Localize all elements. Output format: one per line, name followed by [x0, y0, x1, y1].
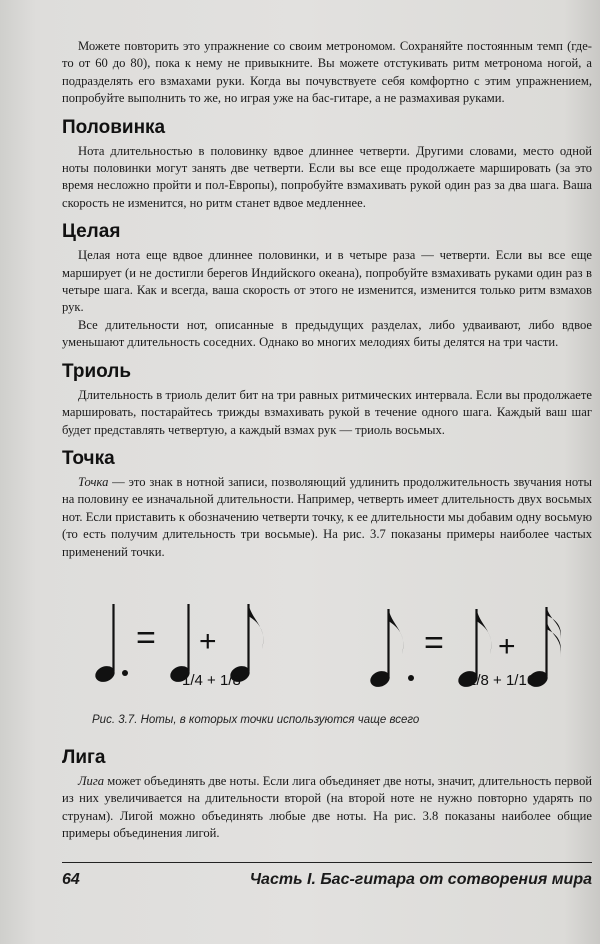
- chapter-title: Часть I. Бас-гитара от сотворения мира: [249, 871, 592, 888]
- dot-term: Точка: [78, 474, 109, 489]
- heading-half-note: Половинка: [62, 116, 166, 138]
- dotted-quarter-value-label: 1/4 + 1/8: [182, 671, 241, 689]
- triplet-paragraph: Длительность в триоль делит бит на три равных ритмических интервала. Если вы продолжаете маршировать, постарайтесь трижды взмахивать рукой в течение одного шага. Каждый ваш шаг будет представлять четвертую, а каждый взмах рук — триоль восьмых.: [62, 387, 592, 437]
- dot-paragraph: [62, 474, 592, 561]
- note-durations-paragraph: Все длительности нот, описанные в предыдущих разделах, либо удваивают, либо вдвое уменьшают длительность соседних. Однако во многих мелодиях биты делятся на три части.: [62, 317, 592, 350]
- tie-paragraph-text: может объединять две ноты. Если лига объединяет две ноты, значит, длительность первой из них увеличивается на длительности второй (на второй ноте не нужно повторно ударять по струнам). Лигой можно объединять любые две ноты. На рис. 3.8 показаны наиболее общие примеры объединения лигой.: [62, 773, 592, 841]
- plus-sign-right: +: [498, 629, 516, 663]
- dotted-eighth-value-label: 1/8 + 1/16: [468, 671, 536, 689]
- dotted-quarter-note-icon: [93, 604, 128, 685]
- page-footer: [62, 862, 592, 888]
- page-content: [62, 38, 592, 843]
- heading-tie: Лига: [62, 746, 106, 768]
- heading-triplet: Триоль: [62, 360, 132, 382]
- figure-caption: Рис. 3.7. Ноты, в которых точки используются чаще всего: [92, 713, 420, 726]
- figure-3-7: [62, 569, 592, 754]
- dotted-eighth-note-icon: [368, 609, 414, 690]
- tie-term: Лига: [78, 773, 105, 788]
- equals-sign-right: =: [424, 623, 444, 662]
- tie-paragraph: [62, 773, 592, 843]
- equals-sign-left: =: [136, 618, 156, 657]
- dot-paragraph-text: — это знак в нотной записи, позволяющий удлинить продолжительность звучания ноты на половину ее изначальной длительности. Например, четверть имеет длительность двух восьмых нот. Если приставить к обозначению четверти точку, к ее длительности мы добавим одну восьмую (то есть получим длительность три восьмые). На рис. 3.7 показаны примеры наиболее частых применений точки.: [62, 474, 592, 559]
- heading-whole-note: Целая: [62, 221, 121, 243]
- half-note-paragraph: Нота длительностью в половинку вдвое длиннее четверти. Другими словами, место одной ноты половинки могут занять две четверти. Если вы все еще продолжаете маршировать (за это время несложно пройти и пол-Европы), попробуйте взмахивать рукой один раз за два шага. Ваша скорость не изменится, но ритм станет вдвое медленнее.: [62, 143, 592, 210]
- whole-note-paragraph: Целая нота еще вдвое длиннее половинки, и в четыре раза — четверти. Если вы все еще марширует (и не достигли берегов Индийского океана), попробуйте взмахивать руками один раз в четыре шага. Как и всегда, ваша скорость от этого не изменится, изменится только ритм взмахов рук.: [62, 248, 592, 315]
- heading-dot: Точка: [62, 447, 115, 469]
- page-number: 64: [62, 871, 80, 888]
- intro-paragraph: Можете повторить это упражнение со своим метрономом. Сохраняйте постоянным темп (где-то от 60 до 80), пока к нему не привыкните. Вы можете отстукивать ритм метронома ногой, а подразделять его взмахами руки. Когда вы почувствуете себя комфортно с этим упражнением, попробуйте выполнить то же, но играя уже на бас-гитаре, а не размахивая руками.: [62, 39, 592, 106]
- plus-sign-left: +: [199, 624, 217, 658]
